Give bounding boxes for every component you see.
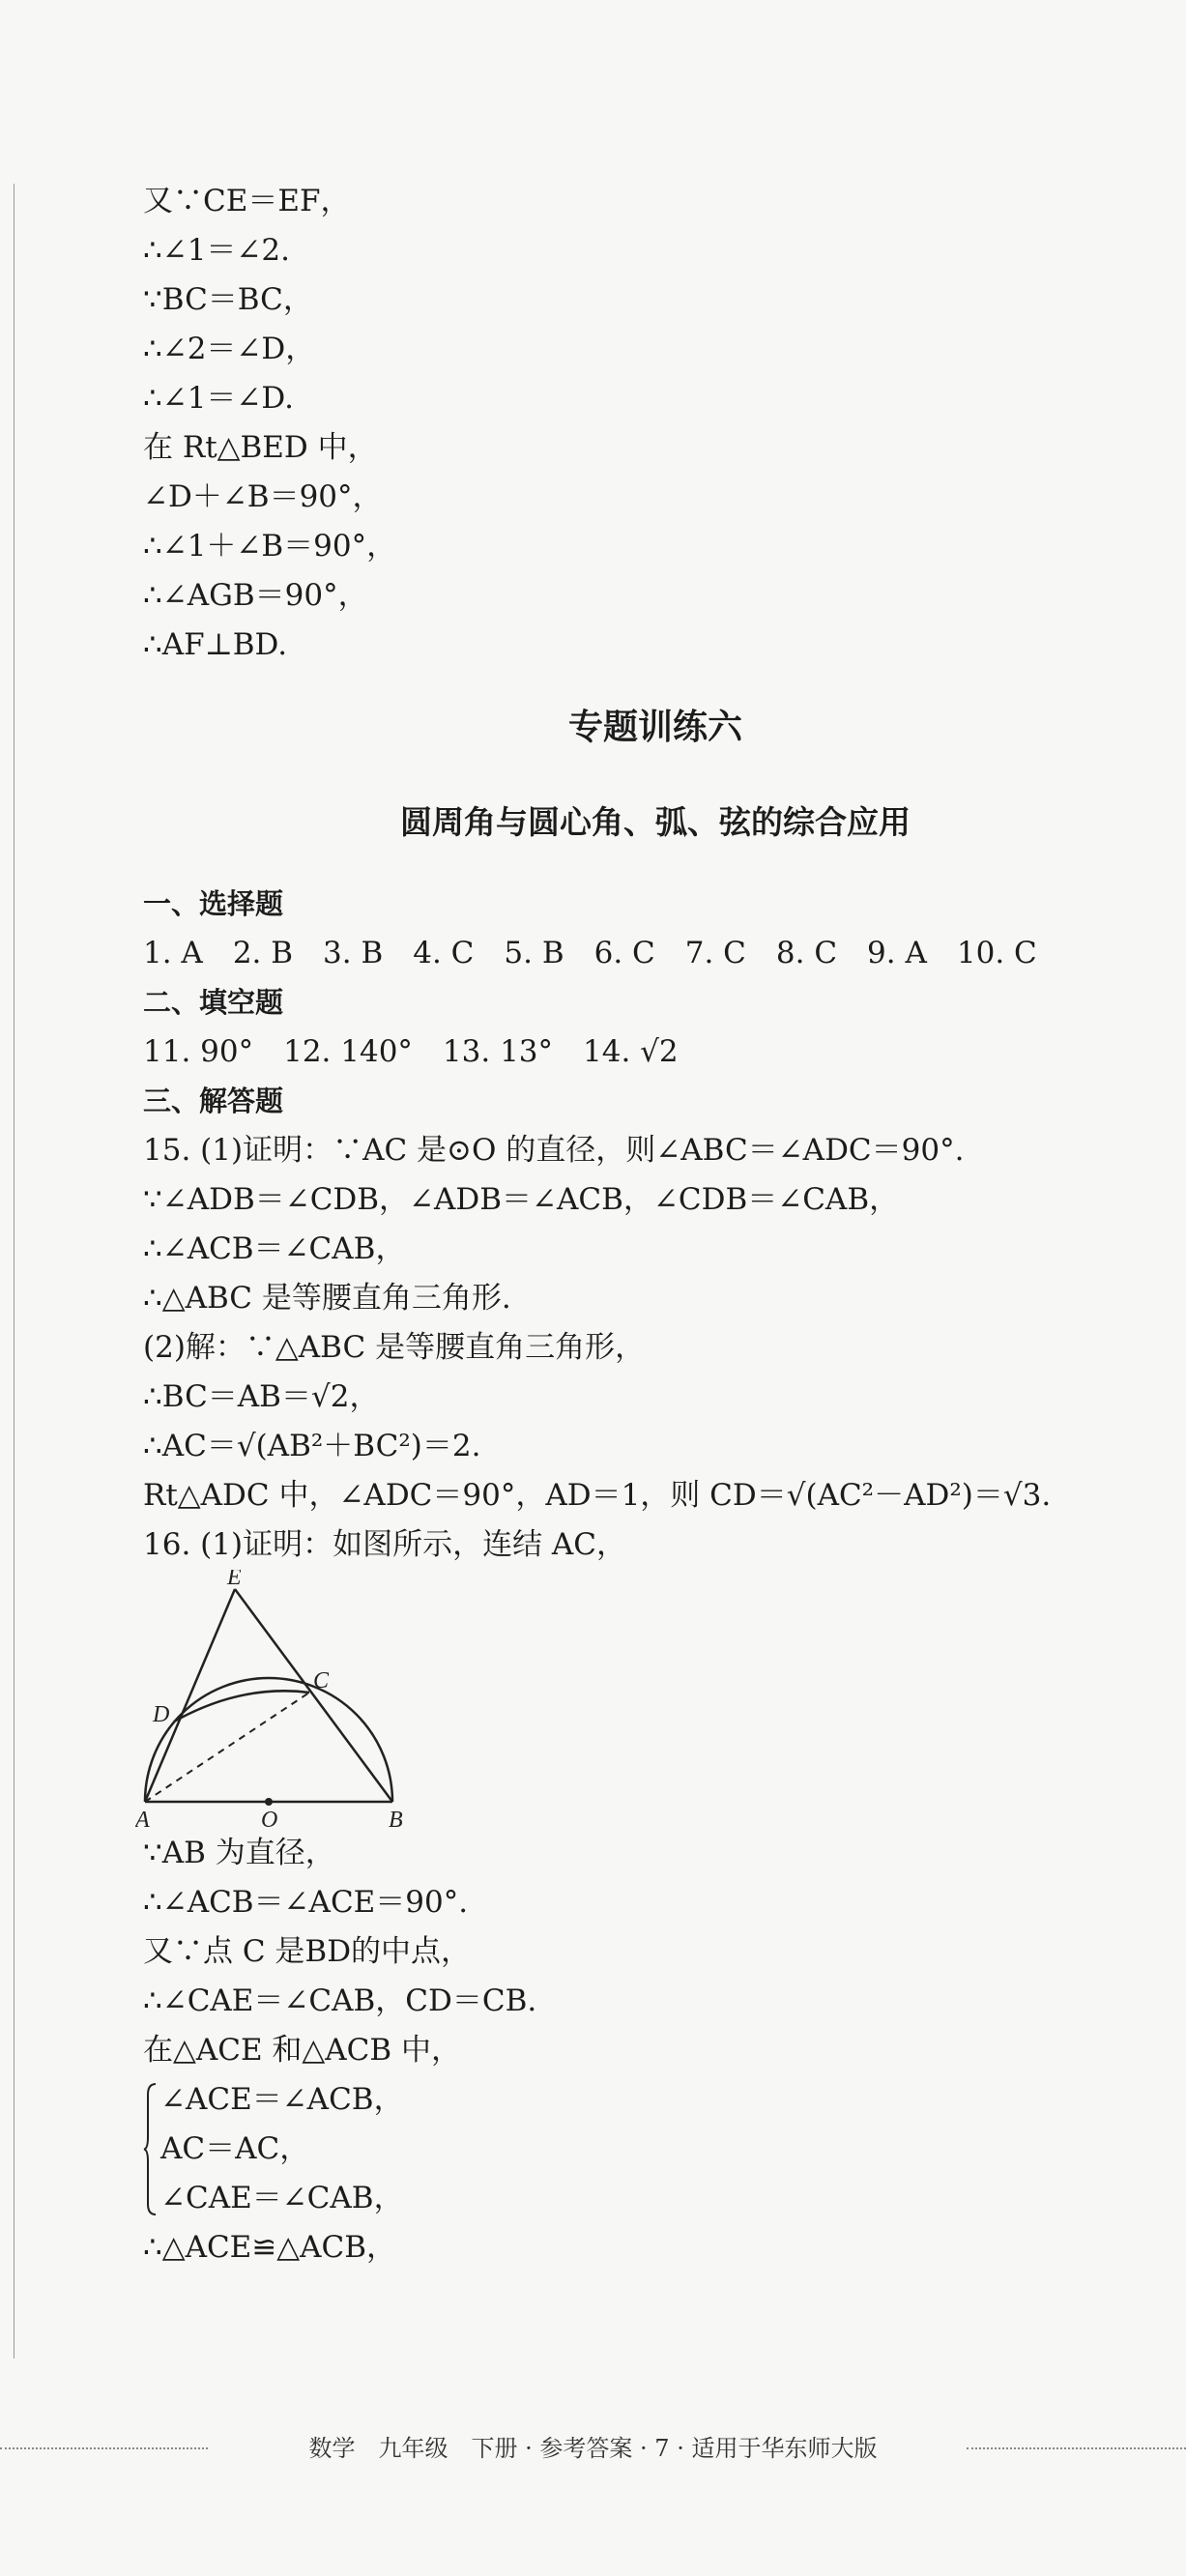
segment-ae (145, 1589, 235, 1802)
footer-rule-right (967, 2447, 1186, 2449)
section-title: 专题训练六 (567, 708, 742, 747)
proof-line: ∴∠1＝∠2. (143, 233, 290, 268)
proof-line: ∴∠1＝∠D. (143, 381, 294, 416)
solution-lines-after (143, 1829, 1129, 2075)
proof-line: ∴∠1＋∠B＝90°， (143, 529, 397, 564)
proof-line: ∠D＋∠B＝90°， (143, 479, 383, 514)
left-brace-icon (143, 2083, 157, 2215)
fill-answers: 11. 90° 12. 140° 13. 13° 14. √2 (143, 1034, 679, 1069)
proof-line: ∴∠2＝∠D， (143, 332, 316, 366)
proof-line: 又∵CE＝EF， (143, 184, 351, 218)
solution-line: ∴AC＝√(AB²＋BC²)＝2. (143, 1429, 481, 1463)
chord-dc (174, 1691, 309, 1722)
segment-eb (235, 1589, 392, 1802)
label-o: O (261, 1808, 278, 1829)
solution-line: ∵∠ADB＝∠CDB，∠ADB＝∠ACB，∠CDB＝∠CAB， (143, 1182, 900, 1217)
center-dot (265, 1798, 273, 1806)
choice-heading: 一、选择题 (143, 887, 284, 920)
proof-line: ∵BC＝BC， (143, 282, 313, 317)
solution-line: ∴△ABC 是等腰直角三角形. (143, 1281, 511, 1316)
solution-line: (2)解：∵△ABC 是等腰直角三角形， (143, 1330, 646, 1365)
solution-line: 16. (1)证明：如图所示，连结 AC， (143, 1527, 627, 1562)
solution-line: Rt△ADC 中，∠ADC＝90°，AD＝1，则 CD＝√(AC²－AD²)＝√3. (143, 1478, 1052, 1513)
label-e: E (227, 1570, 242, 1590)
label-d: D (153, 1702, 170, 1727)
solution-lines (143, 1126, 1129, 1570)
solution-line: ∴BC＝AB＝√2， (143, 1379, 380, 1414)
solution-line: ∴∠ACB＝∠CAB， (143, 1231, 406, 1266)
system-line: AC＝AC， (160, 2131, 310, 2166)
solution-heading: 三、解答题 (143, 1085, 284, 1117)
system-line: ∠ACE＝∠ACB， (160, 2082, 404, 2117)
proof-line: 在 Rt△BED 中， (143, 430, 378, 465)
solution-line: ∴∠ACB＝∠ACE＝90°. (143, 1885, 469, 1920)
choice-answers: 1. A 2. B 3. B 4. C 5. B 6. C 7. C 8. C 9. A 10. C (143, 936, 1037, 970)
label-b: B (389, 1808, 403, 1829)
proof-line: ∴AF⊥BD. (143, 627, 288, 662)
solution-line: 又∵点 C 是BD的中点， (143, 1934, 472, 1969)
geometry-figure (135, 1570, 1129, 1829)
section-subtitle: 圆周角与圆心角、弧、弦的综合应用 (400, 803, 911, 841)
dashed-ac (145, 1693, 309, 1802)
fill-heading: 二、填空题 (143, 986, 284, 1019)
system-line: ∠CAE＝∠CAB， (160, 2181, 404, 2215)
page-footer: 数学 九年级 下册 · 参考答案 · 7 · 适用于华东师大版 (308, 2435, 878, 2462)
conclusion-line: ∴△ACE≌△ACB， (143, 2230, 397, 2265)
intro-proof (143, 177, 1129, 670)
solution-line: ∵AB 为直径， (143, 1836, 335, 1870)
label-c: C (313, 1668, 330, 1693)
proof-line: ∴∠AGB＝90°， (143, 578, 368, 613)
solution-line: 15. (1)证明：∵AC 是⊙O 的直径，则∠ABC＝∠ADC＝90°. (143, 1133, 965, 1168)
answer-page (135, 177, 1129, 2272)
solution-line: 在△ACE 和△ACB 中， (143, 2033, 462, 2068)
equation-system (143, 2075, 1129, 2223)
label-a: A (135, 1808, 150, 1829)
semicircle-diagram (135, 1570, 425, 1829)
semicircle-arc (145, 1678, 392, 1802)
solution-line: ∴∠CAE＝∠CAB，CD＝CB. (143, 1983, 537, 2018)
